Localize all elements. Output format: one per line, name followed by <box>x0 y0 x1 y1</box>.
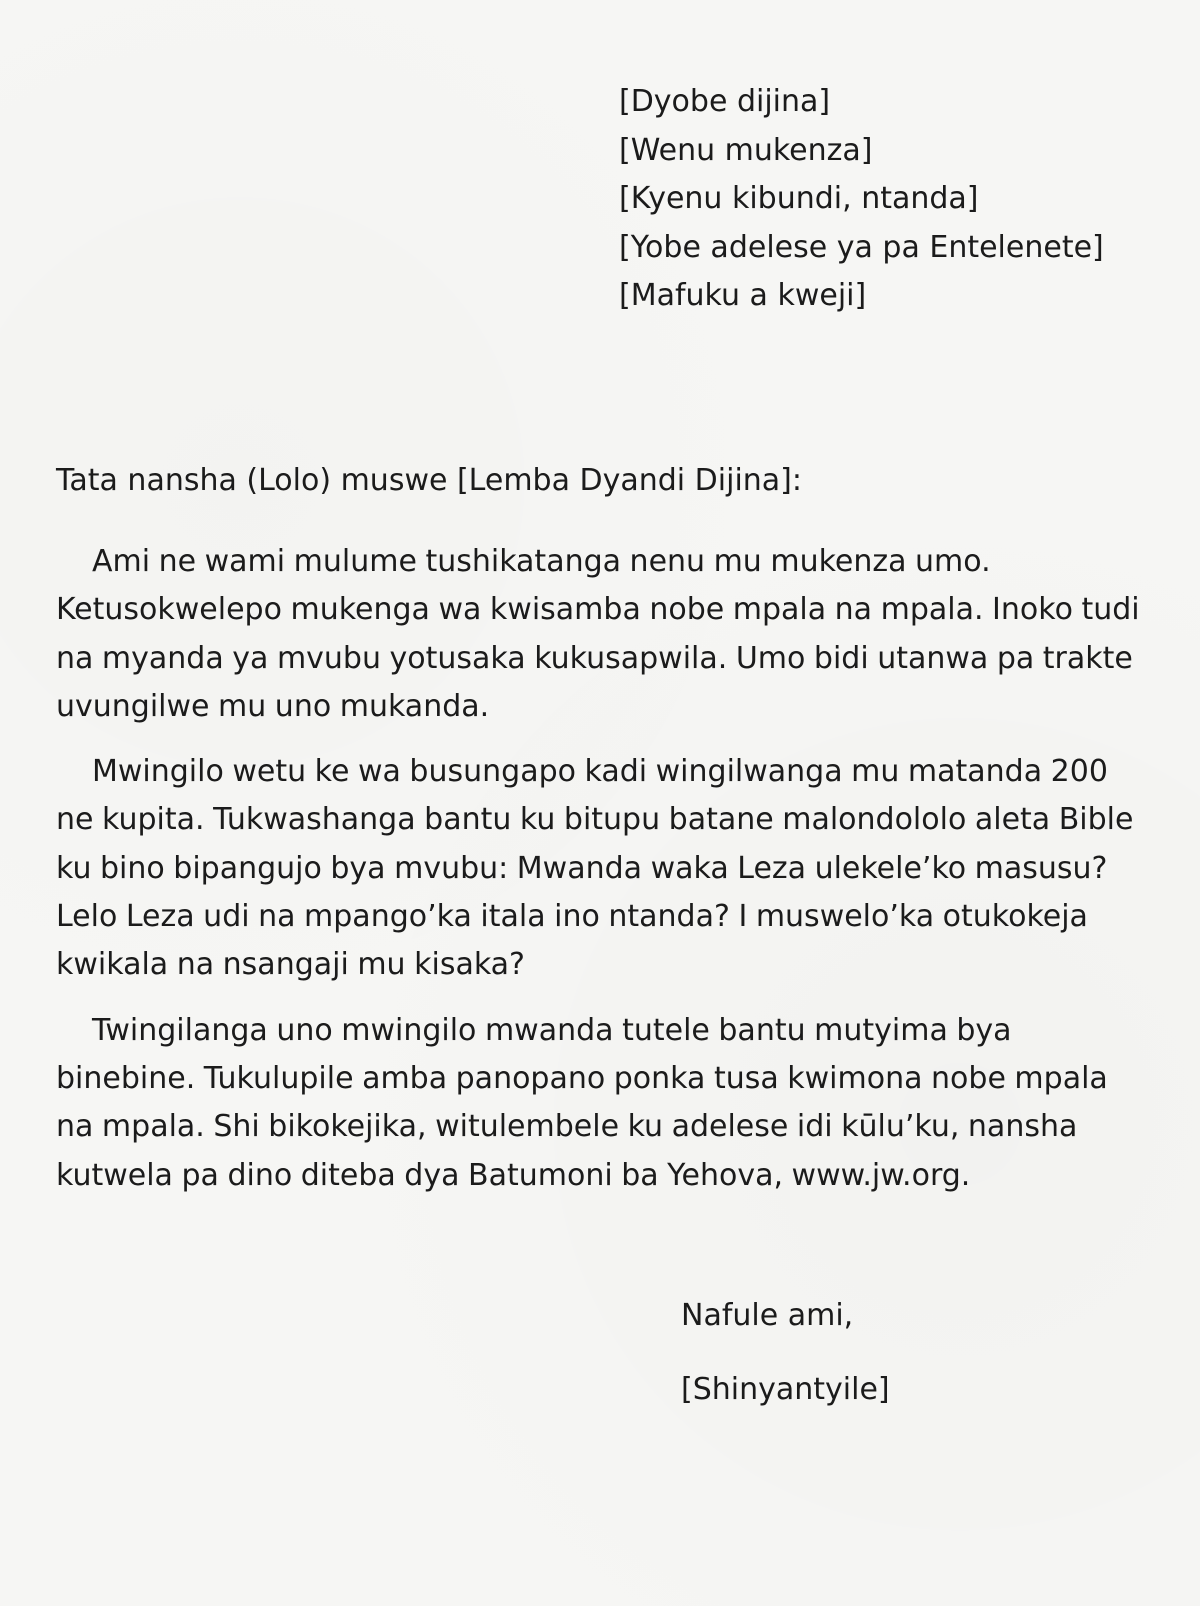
salutation: Tata nansha (Lolo) muswe [Lemba Dyandi Dijina]: <box>56 463 802 498</box>
closing: Nafule ami, <box>681 1298 854 1333</box>
sender-street: [Wenu mukenza] <box>619 132 873 168</box>
sender-city: [Kyenu kibundi, ntanda] <box>619 181 979 216</box>
sender-email: [Yobe adelese ya pa Entelenete] <box>619 229 1104 265</box>
letter-body <box>56 538 1151 1217</box>
letter-date: [Mafuku a kweji] <box>619 278 867 313</box>
signature-placeholder: [Shinyantyile] <box>681 1372 890 1407</box>
body-paragraph-3: Twingilanga uno mwingilo mwanda tutele bantu mutyima bya binebine. Tukulupile amba panopano ponka tusa kwimona nobe mpala na mpala. Shi bikokejika, witulembele ku adelese idi kūlu’ku, nansha kutwela pa dino diteba dya Batumoni ba Yehova, www.jw.org. <box>56 1012 1108 1193</box>
body-paragraph-2: Mwingilo wetu ke wa busungapo kadi wingilwanga mu matanda 200 ne kupita. Tukwashanga bantu ku bitupu batane malondololo aleta Bible ku bino bipangujo bya mvubu: Mwanda waka Leza ulekele’ko masusu? Lelo Leza udi na mpango’ka itala ino ntanda? I muswelo’ka otukokeja kwikala na nsangaji mu kisaka? <box>56 754 1134 983</box>
body-paragraph-1: Ami ne wami mulume tushikatanga nenu mu mukenza umo. Ketusokwelepo mukenga wa kwisamba nobe mpala na mpala. Inoko tudi na myanda ya mvubu yotusaka kukusapwila. Umo bidi utanwa pa trakte uvungilwe mu uno mukanda. <box>56 544 1140 724</box>
sender-name: [Dyobe dijina] <box>619 84 831 119</box>
sender-address-block <box>619 78 1104 321</box>
